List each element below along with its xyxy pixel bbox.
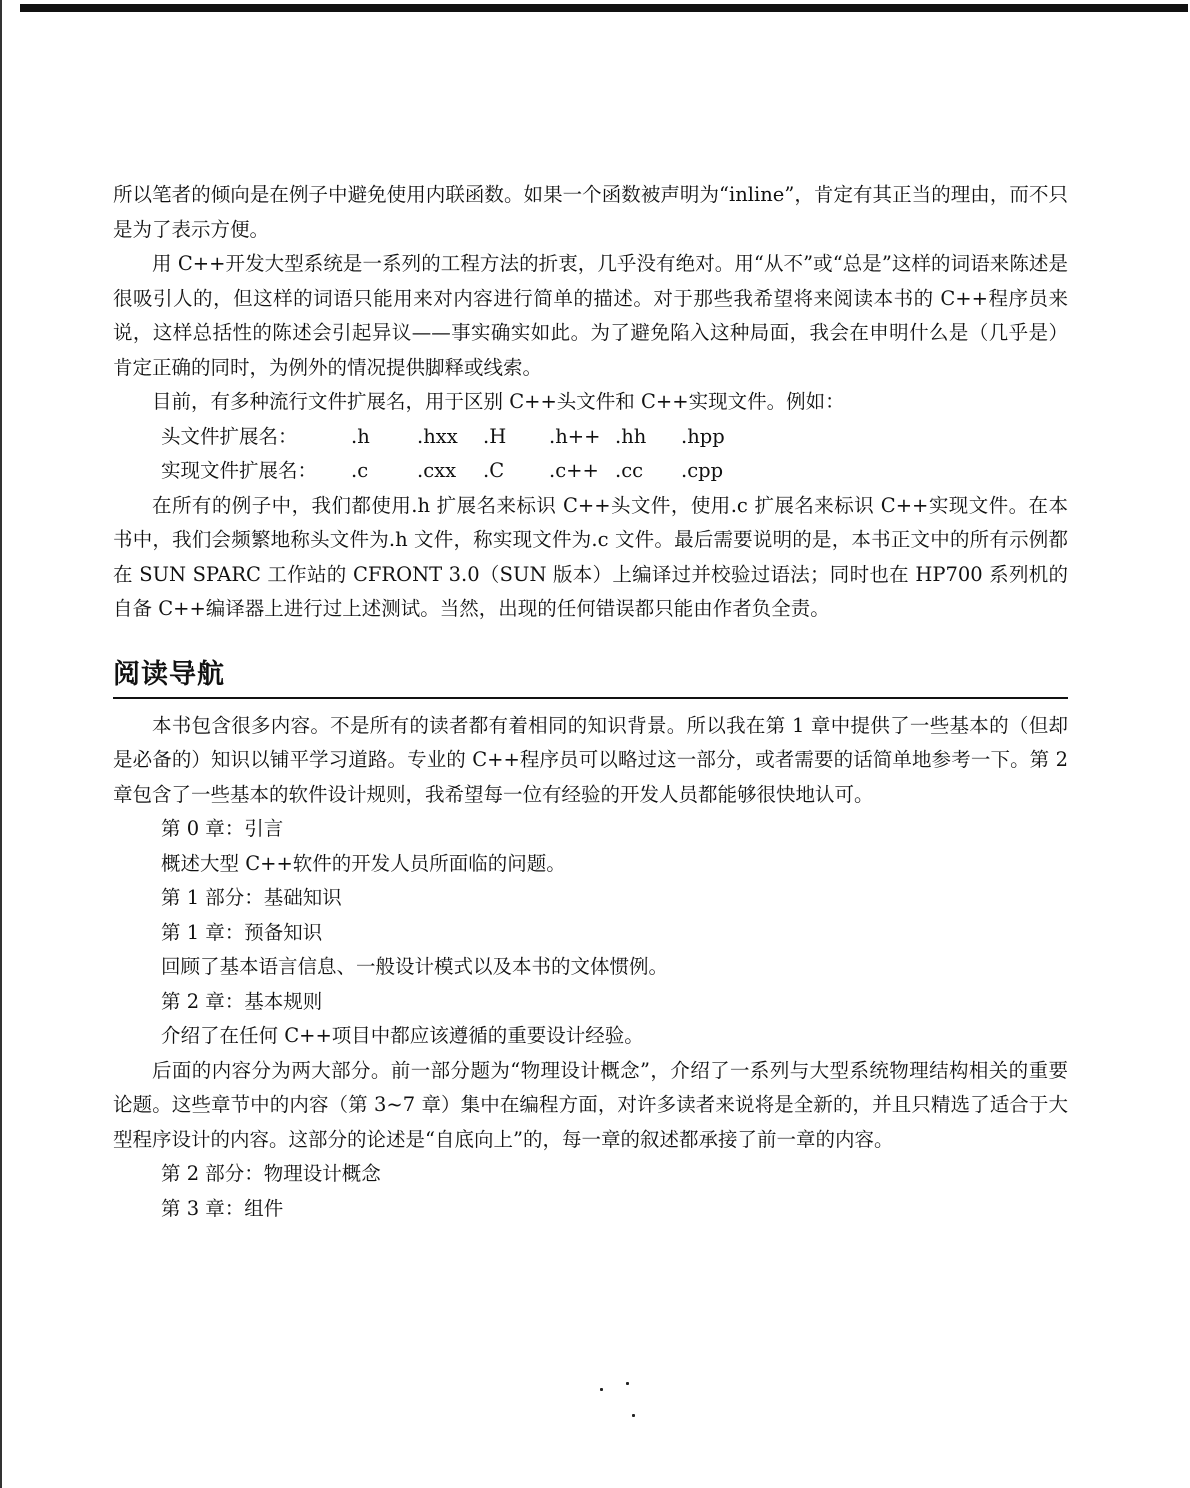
- toc-line: 第 3 章：组件: [161, 1196, 284, 1220]
- toc-line: 第 1 章：预备知识: [161, 920, 323, 944]
- header-extension: .hpp: [681, 424, 725, 448]
- impl-extension-label: 实现文件扩展名：: [161, 459, 318, 482]
- header-extension: .hxx: [417, 424, 458, 448]
- section-title: 阅读导航: [113, 658, 225, 690]
- toc-line: 第 1 部分：基础知识: [161, 886, 342, 909]
- impl-extension: .C: [483, 459, 505, 482]
- paragraph-parts-overview: 后面的内容分为两大部分。前一部分题为“物理设计概念”，介绍了一系列与大型系统物理结构相关的重要论题。这些章节中的内容（第 3~7 章）集中在编程方面，对许多读者来说将是全新的，并且只精选了适合于大型程序设计的内容。这部分的论述是“自底向上”的，每一章的叙述都承接了前一章的内容。: [113, 1058, 1068, 1151]
- header-extension: .hh: [615, 424, 647, 448]
- toc-line: 第 2 章：基本规则: [161, 989, 323, 1013]
- header-extension: .h++: [549, 424, 601, 448]
- impl-extension: .c: [351, 459, 369, 482]
- scan-speck: [632, 1414, 635, 1417]
- paragraph-file-extensions: 目前，有多种流行文件扩展名，用于区别 C++头文件和 C++实现文件。例如：: [152, 390, 845, 413]
- impl-extension-row: [113, 454, 1068, 489]
- header-extension: .H: [483, 424, 507, 448]
- impl-extension: .c++: [549, 459, 599, 482]
- scan-speck: [626, 1382, 629, 1385]
- impl-extension: .cpp: [681, 459, 724, 482]
- header-extension: .h: [351, 424, 370, 448]
- toc-line: 回顾了基本语言信息、一般设计模式以及本书的文体惯例。: [161, 955, 669, 978]
- scan-speck: [600, 1388, 603, 1391]
- toc-line: 第 2 部分：物理设计概念: [161, 1162, 381, 1185]
- page-left-edge: [0, 0, 2, 1488]
- paragraph-inline-functions: 所以笔者的倾向是在例子中避免使用内联函数。如果一个函数被声明为“inline”，肯定有其正当的理由，而不只是为了表示方便。: [113, 183, 1068, 241]
- toc-line: 概述大型 C++软件的开发人员所面临的问题。: [161, 851, 566, 875]
- paragraph-reading-intro: 本书包含很多内容。不是所有的读者都有着相同的知识背景。所以我在第 1 章中提供了一些基本的（但却是必备的）知识以铺平学习道路。专业的 C++程序员可以略过这一部分，或者需要的话简单地参考一下。第 2 章包含了一些基本的软件设计规则，我希望每一位有经验的开发人员都能够很快地认可。: [113, 713, 1075, 806]
- toc-line: 第 0 章：引言: [161, 817, 284, 840]
- header-extension-row: [113, 420, 1068, 455]
- toc-line: 介绍了在任何 C++项目中都应该遵循的重要设计经验。: [161, 1024, 644, 1047]
- page-body: [113, 178, 1075, 1226]
- impl-extension: .cxx: [417, 459, 457, 482]
- impl-extension: .cc: [615, 459, 644, 482]
- top-rule: [20, 4, 1188, 12]
- section-rule: [113, 697, 1068, 699]
- paragraph-engineering-tradeoff: 用 C++开发大型系统是一系列的工程方法的折衷，几乎没有绝对。用“从不”或“总是”这样的词语来陈述是很吸引人的，但这样的词语只能用来对内容进行简单的描述。对于那些我希望将来阅读本书的 C++程序员来说，这样总括性的陈述会引起异议——事实确实如此。为了避免陷入这种局面，我会在申明什么是（几乎是）肯定正确的同时，为例外的情况提供脚释或线索。: [113, 252, 1068, 379]
- header-extension-label: 头文件扩展名：: [161, 424, 298, 448]
- paragraph-extension-usage: 在所有的例子中，我们都使用.h 扩展名来标识 C++头文件，使用.c 扩展名来标识 C++实现文件。在本书中，我们会频繁地称头文件为.h 文件，称实现文件为.c 文件。最后需要说明的是，本书正文中的所有示例都在 SUN SPARC 工作站的 CFRONT 3.0（SUN 版本）上编译过并校验过语法；同时也在 HP700 系列机的自备 C++编译器上进行过上述测试。当然，出现的任何错误都只能由作者负全责。: [113, 493, 1068, 620]
